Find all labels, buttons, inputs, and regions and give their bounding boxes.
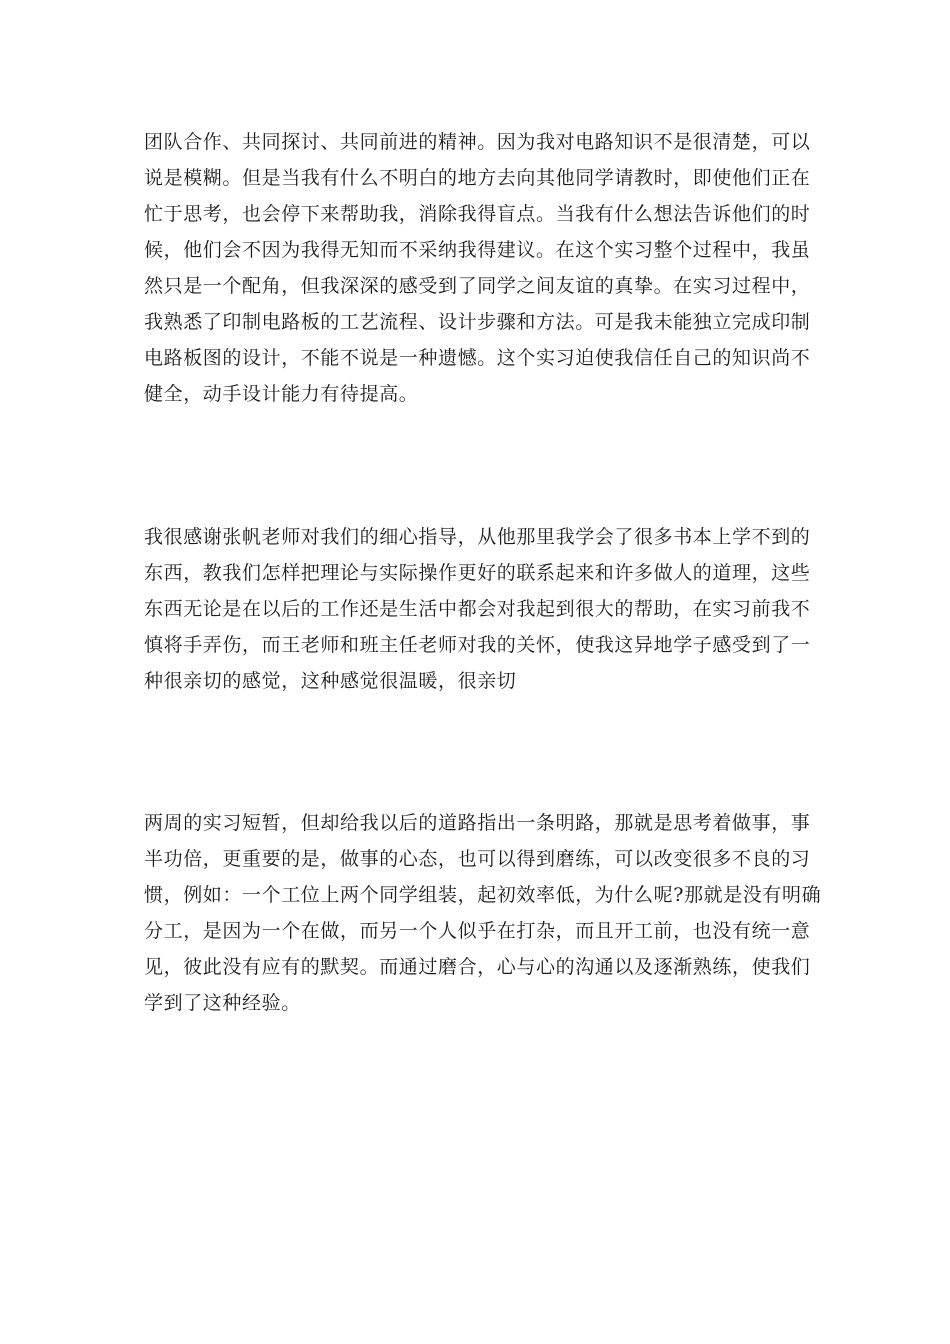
paragraph-gratitude (144, 519, 811, 699)
text-line: 两周的实习短暂，但却给我以后的道路指出一条明路，那就是思考着做事，事 (144, 812, 811, 834)
text-line: 种很亲切的感觉，这种感觉很温暖，很亲切 (144, 670, 517, 692)
text-line: 见，彼此没有应有的默契。而通过磨合，心与心的沟通以及逐渐熟练，使我们 (144, 956, 811, 978)
text-line: 候，他们会不因为我得无知而不采纳我得建议。在这个实习整个过程中，我虽 (144, 239, 811, 261)
paragraph-reflection (144, 805, 822, 1021)
paragraph-teamwork (144, 124, 811, 412)
text-line: 慎将手弄伤，而王老师和班主任老师对我的关怀，使我这异地学子感受到了一 (144, 634, 811, 656)
text-line: 电路板图的设计，不能不说是一种遗憾。这个实习迫使我信任自己的知识尚不 (144, 347, 811, 369)
text-line: 健全，动手设计能力有待提高。 (144, 383, 419, 405)
text-line: 我熟悉了印制电路板的工艺流程、设计步骤和方法。可是我未能独立完成印制 (144, 311, 811, 333)
text-line: 团队合作、共同探讨、共同前进的精神。因为我对电路知识不是很清楚，可以 (144, 131, 811, 153)
text-line: 学到了这种经验。 (144, 992, 301, 1014)
text-line: 分工，是因为一个在做，而另一个人似乎在打杂，而且开工前，也没有统一意 (144, 920, 811, 942)
text-line: 惯，例如：一个工位上两个同学组装，起初效率低，为什么呢?那就是没有明确 (144, 884, 822, 906)
text-line: 东西，教我们怎样把理论与实际操作更好的联系起来和许多做人的道理，这些 (144, 562, 811, 584)
text-line: 忙于思考，也会停下来帮助我，消除我得盲点。当我有什么想法告诉他们的时 (144, 203, 811, 225)
text-line: 东西无论是在以后的工作还是生活中都会对我起到很大的帮助，在实习前我不 (144, 598, 811, 620)
text-line: 半功倍，更重要的是，做事的心态，也可以得到磨练，可以改变很多不良的习 (144, 848, 811, 870)
text-line: 我很感谢张帆老师对我们的细心指导，从他那里我学会了很多书本上学不到的 (144, 526, 811, 548)
text-line: 然只是一个配角，但我深深的感受到了同学之间友谊的真挚。在实习过程中， (144, 275, 811, 297)
text-line: 说是模糊。但是当我有什么不明白的地方去向其他同学请教时，即使他们正在 (144, 167, 811, 189)
